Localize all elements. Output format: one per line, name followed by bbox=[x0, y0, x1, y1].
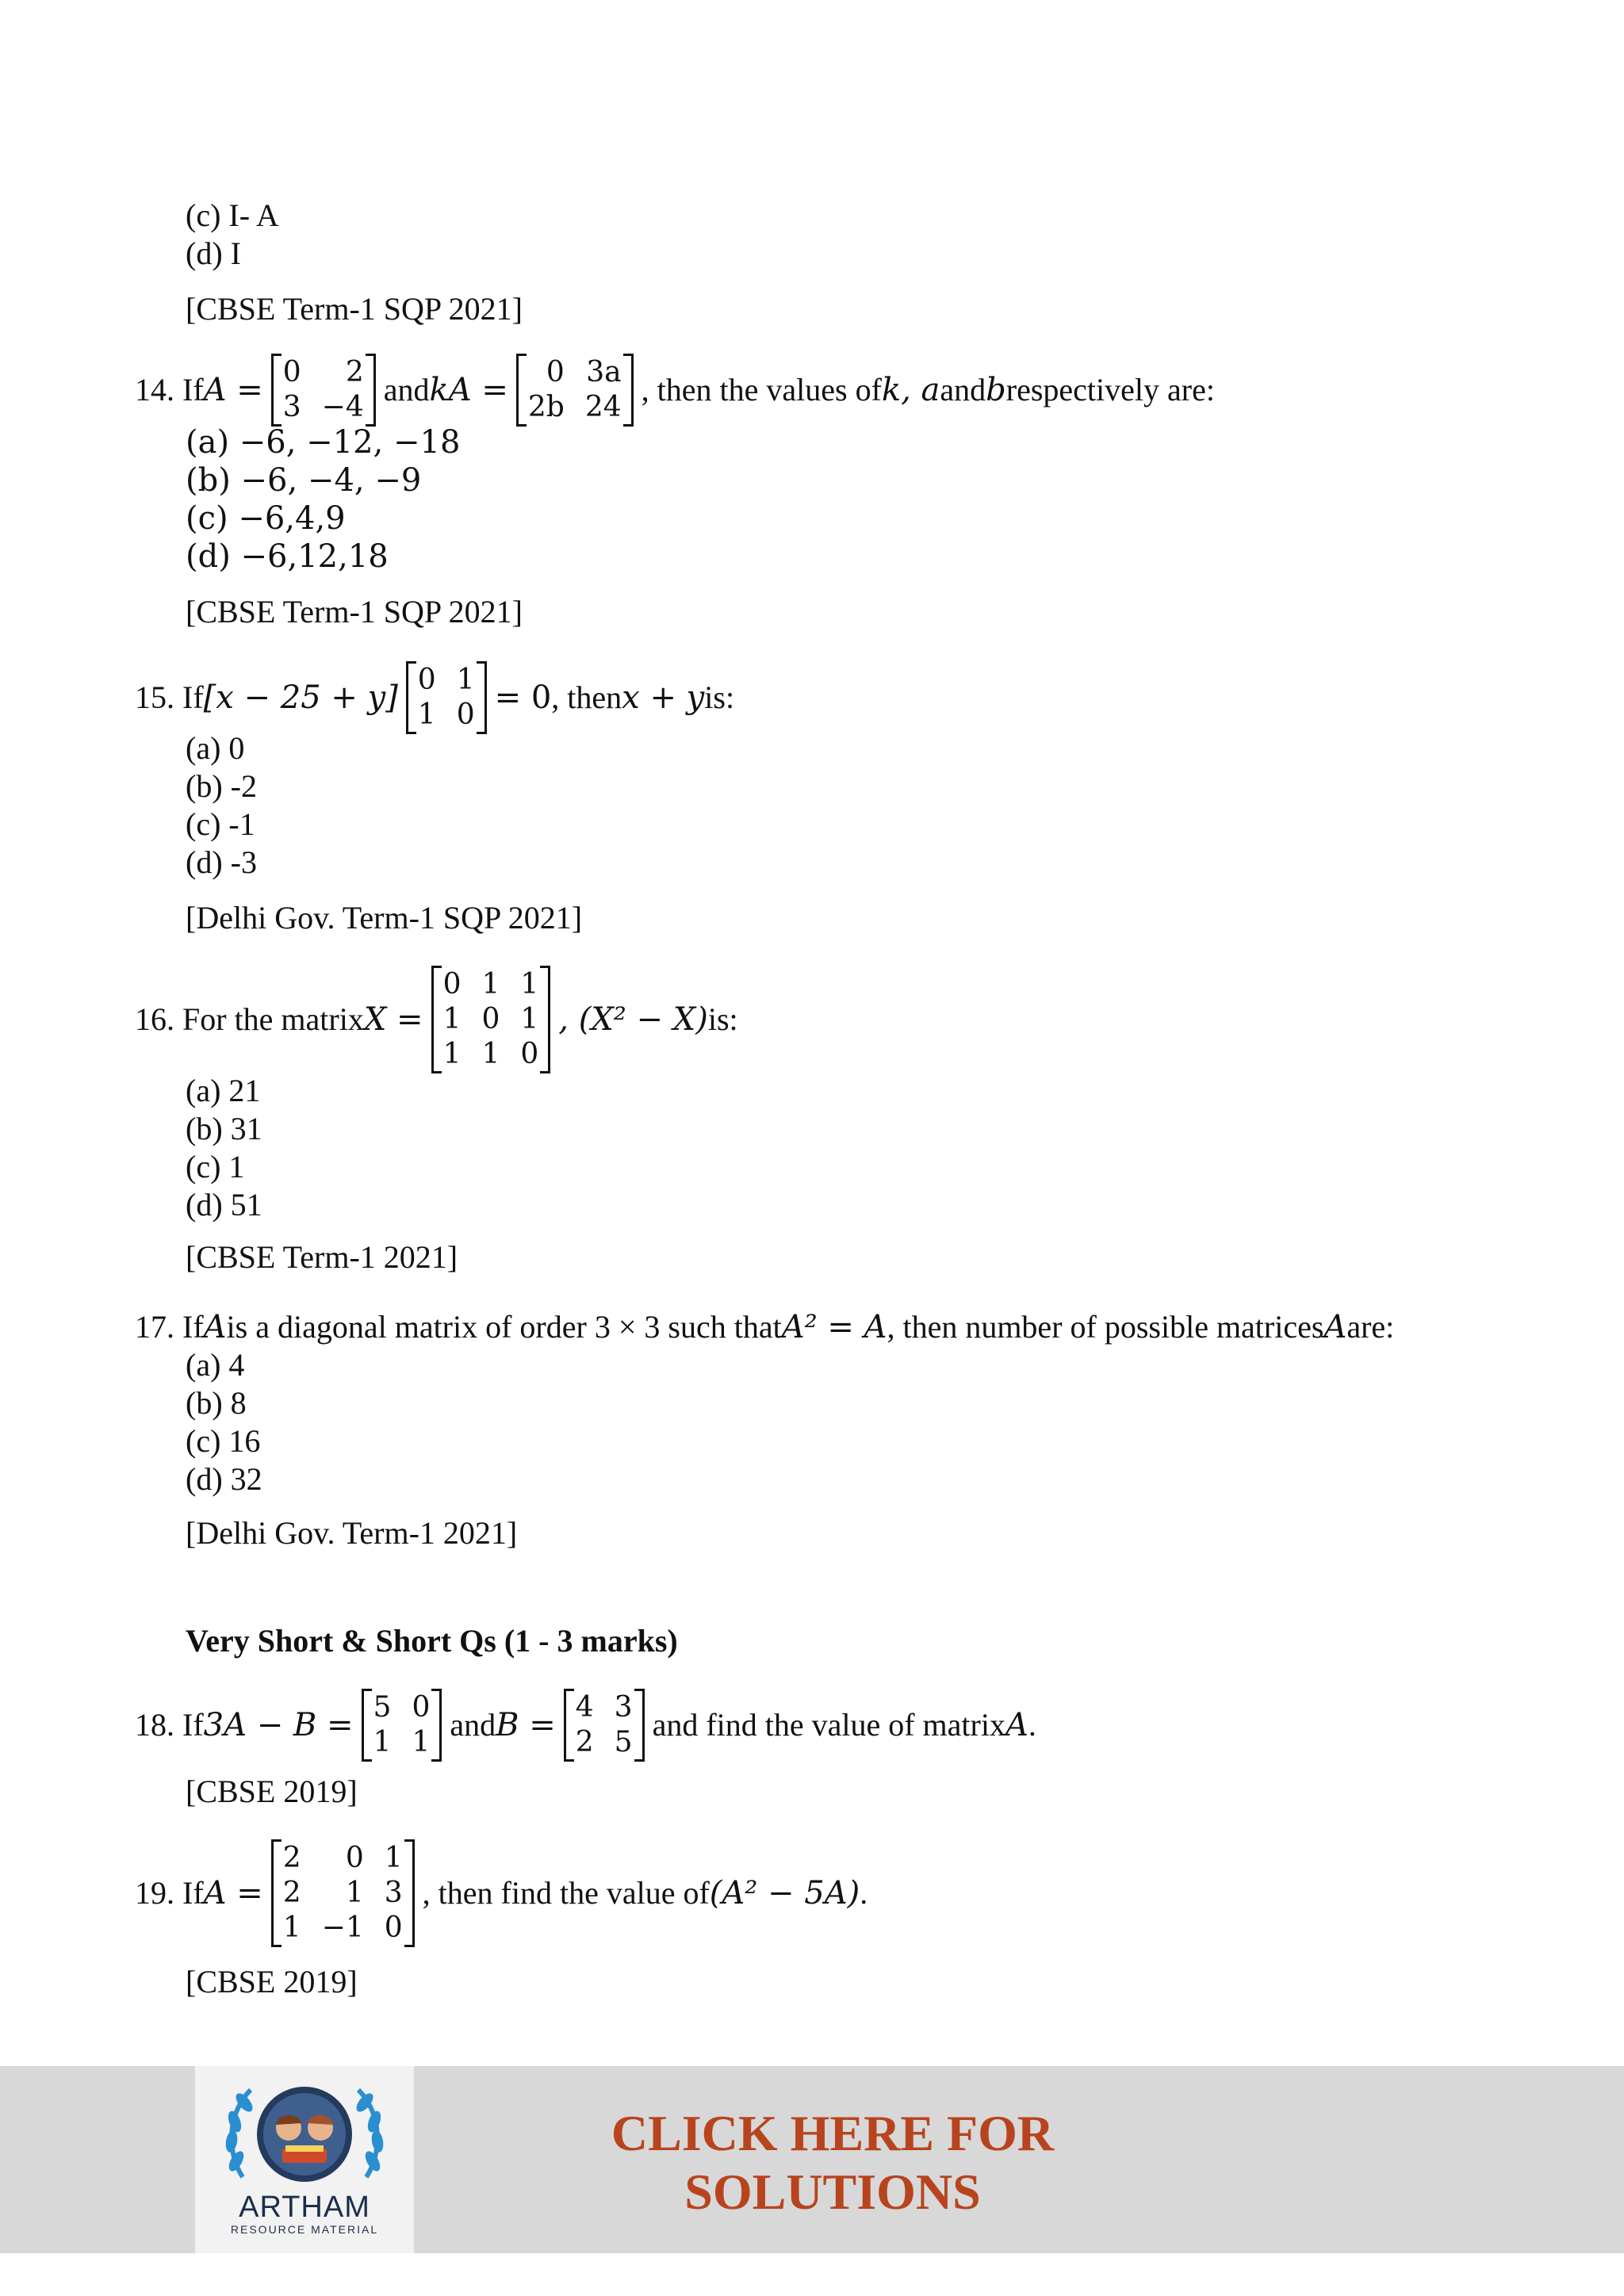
matrix-cell: −1 bbox=[321, 1911, 364, 1944]
question-source: [Delhi Gov. Term-1 2021] bbox=[186, 1515, 518, 1551]
question-19 bbox=[135, 1839, 868, 1947]
question-text: , then bbox=[551, 679, 622, 715]
matrix-cell: 1 bbox=[345, 1877, 364, 1909]
question-number: 17. If bbox=[135, 1309, 204, 1345]
math-expr: A² = A bbox=[781, 1309, 887, 1345]
option-d: (d) -3 bbox=[186, 844, 257, 880]
matrix-cell: 1 bbox=[412, 1726, 431, 1758]
math-expr: (A² − 5A) bbox=[709, 1875, 860, 1911]
question-source: [CBSE 2019] bbox=[186, 1964, 358, 1999]
math-expr: x + y bbox=[622, 679, 705, 716]
cta-line: CLICK HERE FOR bbox=[611, 2105, 1055, 2161]
math-var: A bbox=[1323, 1309, 1347, 1345]
question-text: . bbox=[860, 1875, 868, 1911]
question-text: and bbox=[450, 1707, 496, 1743]
footer-banner[interactable] bbox=[0, 2066, 1624, 2253]
matrix-cell: 0 bbox=[282, 356, 301, 388]
matrix-cell: 2 bbox=[282, 1877, 301, 1909]
question-text: , then the values of bbox=[641, 372, 882, 408]
matrix-cell: 1 bbox=[456, 664, 475, 696]
question-text: and bbox=[383, 372, 430, 408]
question-number: 18. If bbox=[135, 1707, 204, 1743]
question-18 bbox=[135, 1689, 1036, 1762]
option-b: (b) −6, −4, −9 bbox=[186, 462, 422, 499]
logo-title: ARTHAM bbox=[239, 2191, 370, 2224]
matrix-cell: 24 bbox=[584, 391, 622, 423]
math-var: b bbox=[986, 372, 1006, 408]
matrix-cell: 0 bbox=[345, 1842, 364, 1874]
question-text: is: bbox=[707, 1001, 738, 1037]
matrix-cell: 1 bbox=[417, 698, 436, 731]
equation: = 0 bbox=[494, 679, 552, 716]
question-number: 19. If bbox=[135, 1875, 204, 1911]
matrix-cell: 2 bbox=[282, 1842, 301, 1874]
option-c: (c) -1 bbox=[186, 806, 255, 842]
matrix-cell: 0 bbox=[442, 968, 462, 1001]
laurel-wreath-icon bbox=[195, 2066, 414, 2193]
matrix-rhs bbox=[362, 1689, 442, 1762]
matrix-cell: 5 bbox=[614, 1726, 633, 1758]
question-text: , then number of possible matrices bbox=[887, 1309, 1324, 1345]
matrix-a bbox=[271, 1839, 415, 1947]
question-source: [CBSE 2019] bbox=[186, 1774, 358, 1809]
solutions-link[interactable] bbox=[539, 2104, 1126, 2221]
question-text: respectively are: bbox=[1005, 372, 1215, 408]
option-b: (b) 8 bbox=[186, 1385, 247, 1421]
matrix-cell: −4 bbox=[321, 391, 364, 423]
math-label: 3A − B = bbox=[203, 1707, 354, 1743]
matrix-cell: 3a bbox=[586, 356, 622, 388]
matrix-cell: 4 bbox=[575, 1691, 594, 1724]
section-heading: Very Short & Short Qs (1 - 3 marks) bbox=[186, 1623, 678, 1659]
option-d: (d) 51 bbox=[186, 1187, 262, 1223]
question-source: [CBSE Term-1 SQP 2021] bbox=[186, 291, 523, 327]
question-text: is: bbox=[704, 679, 735, 715]
option-c: (c) I- A bbox=[186, 197, 279, 233]
option-c: (c) 1 bbox=[186, 1149, 245, 1184]
matrix-m bbox=[406, 661, 487, 734]
matrix-cell: 1 bbox=[384, 1842, 403, 1874]
matrix-cell: 1 bbox=[282, 1911, 301, 1944]
option-a: (a) 21 bbox=[186, 1073, 261, 1108]
option-a: (a) 0 bbox=[186, 730, 245, 766]
math-expr: , (X² − X) bbox=[558, 1001, 708, 1038]
matrix-a bbox=[271, 354, 376, 427]
matrix-cell: 0 bbox=[417, 664, 436, 696]
option-b: (b) 31 bbox=[186, 1111, 262, 1146]
matrix-cell: 3 bbox=[614, 1691, 633, 1724]
math-label: kA = bbox=[429, 372, 508, 408]
matrix-cell: 0 bbox=[481, 1003, 500, 1035]
matrix-cell: 3 bbox=[384, 1877, 403, 1909]
question-number: 16. For the matrix bbox=[135, 1001, 364, 1037]
math-label: A = bbox=[203, 1875, 263, 1911]
question-text: are: bbox=[1346, 1309, 1395, 1345]
matrix-cell: 5 bbox=[373, 1691, 392, 1724]
option-d: (d) −6,12,18 bbox=[186, 538, 389, 575]
question-16 bbox=[135, 966, 738, 1073]
matrix-cell: 0 bbox=[412, 1691, 431, 1724]
question-text: , then find the value of bbox=[422, 1875, 710, 1911]
matrix-cell: 1 bbox=[481, 968, 500, 1001]
question-17 bbox=[135, 1308, 1394, 1346]
math-label: A = bbox=[203, 372, 263, 408]
artham-logo[interactable] bbox=[195, 2066, 414, 2253]
question-source: [Delhi Gov. Term-1 SQP 2021] bbox=[186, 900, 583, 936]
question-14 bbox=[135, 354, 1215, 427]
question-number: 15. If bbox=[135, 679, 204, 715]
math-var: A bbox=[203, 1309, 227, 1345]
math-label: B = bbox=[496, 1707, 556, 1743]
question-source: [CBSE Term-1 SQP 2021] bbox=[186, 594, 523, 629]
matrix-cell: 1 bbox=[442, 1038, 462, 1070]
matrix-cell: 0 bbox=[384, 1911, 403, 1944]
option-c: (c) −6,4,9 bbox=[186, 500, 346, 537]
matrix-cell: 2b bbox=[527, 391, 565, 423]
matrix-cell: 1 bbox=[520, 968, 539, 1001]
matrix-cell: 1 bbox=[442, 1003, 462, 1035]
math-vars: k, a bbox=[881, 372, 940, 408]
question-number: 14. If bbox=[135, 372, 204, 408]
matrix-cell: 1 bbox=[520, 1003, 539, 1035]
logo-subtitle: RESOURCE MATERIAL bbox=[230, 2223, 379, 2236]
matrix-cell: 0 bbox=[546, 356, 565, 388]
option-a: (a) 4 bbox=[186, 1347, 245, 1383]
matrix-b bbox=[564, 1689, 645, 1762]
option-c: (c) 16 bbox=[186, 1423, 261, 1459]
question-text: is a diagonal matrix of order 3 × 3 such that bbox=[226, 1309, 782, 1345]
question-text: and bbox=[940, 372, 986, 408]
question-text: . bbox=[1028, 1707, 1036, 1743]
matrix-cell: 1 bbox=[481, 1038, 500, 1070]
question-source: [CBSE Term-1 2021] bbox=[186, 1239, 458, 1275]
matrix-cell: 2 bbox=[575, 1726, 594, 1758]
matrix-cell: 1 bbox=[373, 1726, 392, 1758]
matrix-cell: 3 bbox=[282, 391, 301, 423]
option-d: (d) I bbox=[186, 235, 241, 271]
row-vector: [x − 25 + y] bbox=[203, 679, 398, 716]
cta-line: SOLUTIONS bbox=[684, 2164, 981, 2220]
math-label: X = bbox=[363, 1001, 423, 1038]
matrix-cell: 0 bbox=[520, 1038, 539, 1070]
matrix-x bbox=[431, 966, 551, 1073]
option-a: (a) −6, −12, −18 bbox=[186, 424, 461, 461]
option-b: (b) -2 bbox=[186, 768, 257, 804]
math-var: A bbox=[1005, 1707, 1028, 1743]
question-15 bbox=[135, 661, 734, 734]
option-d: (d) 32 bbox=[186, 1461, 262, 1497]
matrix-cell: 0 bbox=[456, 698, 475, 731]
matrix-ka bbox=[516, 354, 634, 427]
question-text: and find the value of matrix bbox=[652, 1707, 1005, 1743]
matrix-cell: 2 bbox=[345, 356, 364, 388]
